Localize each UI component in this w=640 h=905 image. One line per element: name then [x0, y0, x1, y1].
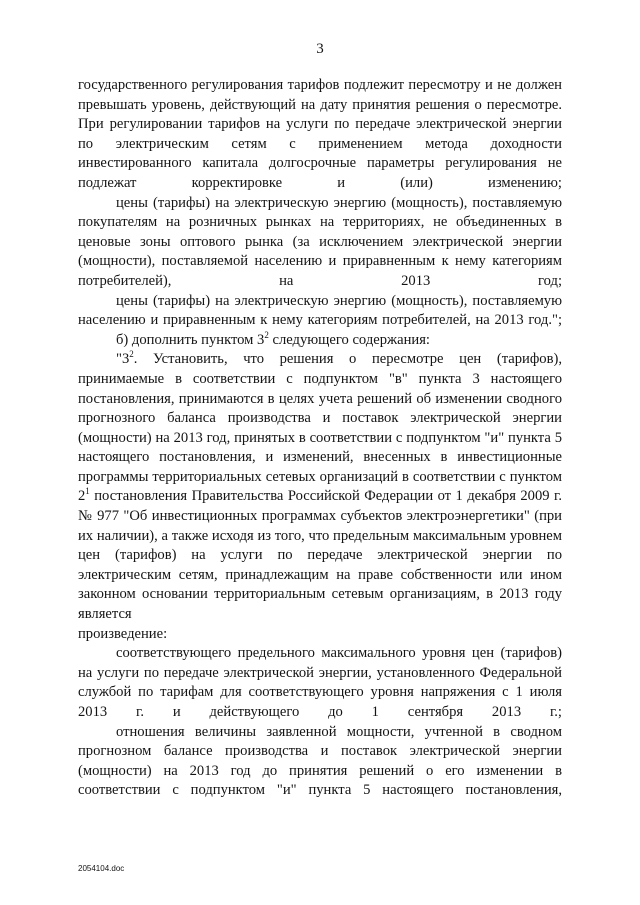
page-number: 3: [316, 41, 324, 57]
paragraph: соответствующего предельного максимального уровня цен (тарифов) на услуги по передаче электрической энергии, установленного Федеральной службой по тарифам для соответствующего уровня напряжения с 1 июля 2013 г. и действующего до 1 сентября 2013 г.;: [78, 645, 562, 720]
text-span: . Установить, что решения о пересмотре цен (тарифов), принимаемые в соответствии с подпунктом "в" пункта 3 настоящего постановления, принимаются в целях учета решений об изменении сводного прогнозного баланса производства и поставок электрической энергии (мощности) на 2013 год, принятых в соответствии с подпунктом "и" пункта 5 настоящего постановления, и изменений, внесенных в инвестиционные программы территориальных сетевых организаций в соответствии с пунктом 2: [78, 351, 562, 505]
superscript: 1: [85, 486, 90, 497]
paragraph: [78, 350, 562, 624]
text-span: "3: [116, 351, 130, 368]
paragraph: отношения величины заявленной мощности, учтенной в сводном прогнозном балансе производства и поставок электрической энергии (мощности) на 2013 год до принятия решений о его изменении в соответствии с подпунктом "и" пункта 5 настоящего постановления,: [78, 723, 562, 799]
text-span: следующего содержания:: [268, 331, 430, 348]
paragraph: произведение:: [78, 625, 168, 642]
text-span: б) дополнить пунктом 3: [116, 331, 265, 348]
paragraph: цены (тарифы) на электрическую энергию (мощность), поставляемую покупателям на розничных рынках на территориях, не объединенных в ценовые зоны оптового рынка (за исключением электрической энергии (мощности), поставляемой населению и приравненным к нему категориям потребителей), на 2013 год;: [78, 194, 562, 289]
text-span: постановления Правительства Российской Федерации от 1 декабря 2009 г. № 977 "Об инвестиционных программах субъектов электроэнергетики" (при их наличии), а также исходя из того, что предельным максимальным уровнем цен (тарифов) на услуги по передаче электрической энергии по электрическим сетям, принадлежащим на праве собственности или ином законном основании территориальным сетевым организациям, в 2013 году является: [78, 488, 562, 623]
superscript: 2: [129, 349, 134, 360]
paragraph: [78, 331, 562, 351]
superscript: 2: [264, 329, 269, 340]
footer-filename: 2054104.doc: [78, 864, 125, 873]
document-body: [78, 76, 562, 801]
paragraph: государственного регулирования тарифов подлежит пересмотру и не должен превышать уровень, действующий на дату принятия решения о пересмотре. При регулировании тарифов на услуги по передаче электрической энергии по электрическим сетям с применением метода доходности инвестированного капитала долгосрочные параметры регулирования не подлежат корректировке и (или) изменению;: [78, 77, 562, 191]
paragraph: цены (тарифы) на электрическую энергию (мощность), поставляемую населению и приравненным к нему категориям потребителей, на 2013 год.";: [78, 292, 562, 329]
